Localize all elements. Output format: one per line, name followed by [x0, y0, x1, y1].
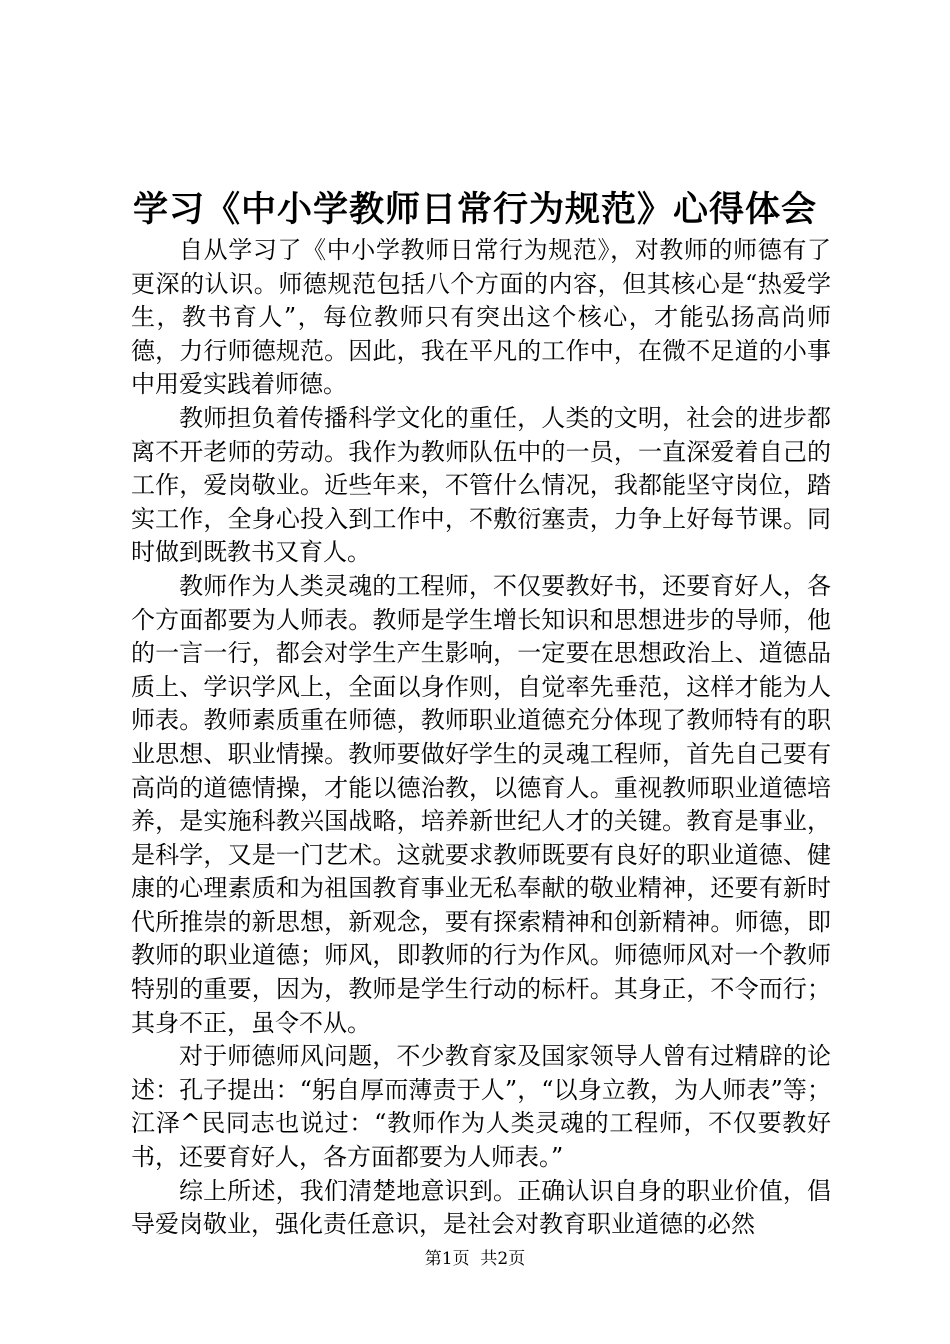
page-number-footer: 第1页 共2页: [424, 1249, 526, 1269]
document-body: [131, 234, 831, 1242]
paragraph-1: 自从学习了《中小学教师日常行为规范》，对教师的师德有了更深的认识。师德规范包括八个方面的内容，但其核心是“热爱学生，教书育人”，每位教师只有突出这个核心，才能弘扬高尚师德，力行师德规范。因此，我在平凡的工作中，在微不足道的小事中用爱实践着师德。: [131, 236, 831, 399]
document-title: 学习《中小学教师日常行为规范》心得体会: [132, 189, 817, 230]
paragraph-5: 综上所述，我们清楚地意识到。正确认识自身的职业价值，倡导爱岗敬业，强化责任意识，是社会对教育职业道德的必然: [131, 1176, 831, 1239]
paragraph-2: 教师担负着传播科学文化的重任，人类的文明，社会的进步都离不开老师的劳动。我作为教师队伍中的一员，一直深爱着自己的工作，爱岗敬业。近些年来，不管什么情况，我都能坚守岗位，踏实工作，全身心投入到工作中，不敷衍塞责，力争上好每节课。同时做到既教书又育人。: [131, 403, 831, 567]
paragraph-3: 教师作为人类灵魂的工程师，不仅要教好书，还要育好人，各个方面都要为人师表。教师是学生增长知识和思想进步的导师，他的一言一行，都会对学生产生影响，一定要在思想政治上、道德品质上、学识学风上，全面以身作则，自觉率先垂范，这样才能为人师表。教师素质重在师德，教师职业道德充分体现了教师特有的职业思想、职业情操。教师要做好学生的灵魂工程师，首先自己要有高尚的道德情操，才能以德治教，以德育人。重视教师职业道德培养，是实施科教兴国战略，培养新世纪人才的关键。教育是事业，是科学，又是一门艺术。这就要求教师既要有良好的职业道德、健康的心理素质和为祖国教育事业无私奉献的敬业精神，还要有新时代所推崇的新思想，新观念，要有探索精神和创新精神。师德，即教师的职业道德；师风，即教师的行为作风。师德师风对一个教师特别的重要，因为，教师是学生行动的标杆。其身正，不令而行；其身不正，虽令不从。: [131, 571, 831, 1037]
paragraph-4: 对于师德师风问题，不少教育家及国家领导人曾有过精辟的论述：孔子提出：“躬自厚而薄责于人”，“以身立教，为人师表”等；江泽^民同志也说过：“教师作为人类灵魂的工程师，不仅要教好书，还要育好人，各方面都要为人师表。”: [131, 1042, 831, 1172]
